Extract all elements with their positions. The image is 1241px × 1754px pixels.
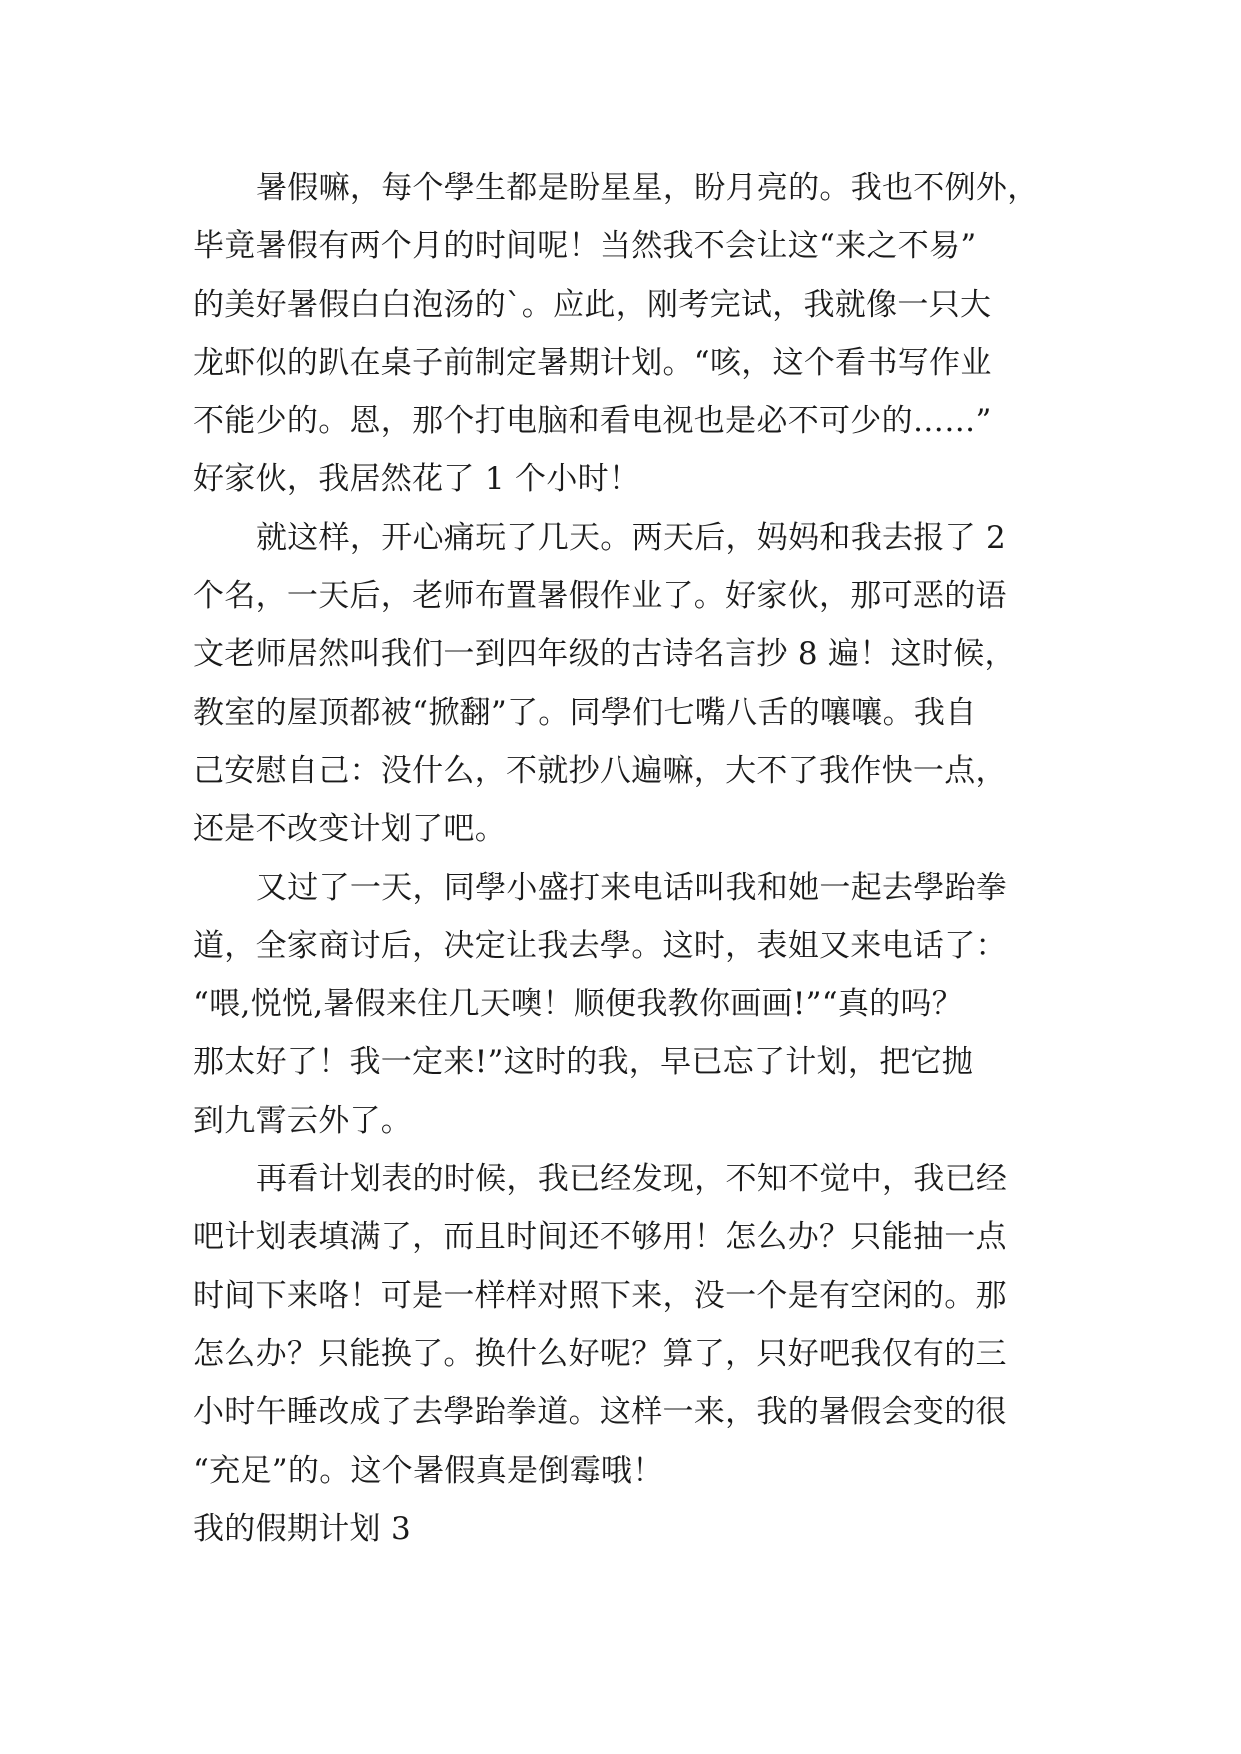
paragraph-1-line-6: 好家伙，我居然花了 1 个小时！ [193, 461, 641, 498]
paragraph-1-line-3: 的美好暑假白白泡汤的`。应此，刚考完试，我就像一只大 [193, 286, 992, 323]
paragraph-3-line-4: 那太好了！我一定来!”这时的我，早已忘了计划，把它抛 [193, 1044, 974, 1081]
section-heading: 我的假期计划 3 [193, 1510, 411, 1547]
paragraph-2-line-5: 己安慰自己：没什么，不就抄八遍嘛，大不了我作快一点， [193, 752, 1007, 789]
paragraph-2-line-1: 就这样，开心痛玩了几天。两天后，妈妈和我去报了 2 [256, 519, 1007, 556]
document-body [193, 159, 1053, 1558]
paragraph-2-line-6: 还是不改变计划了吧。 [193, 811, 506, 848]
paragraph-1-line-4: 龙虾似的趴在桌子前制定暑期计划。“咳，这个看书写作业 [193, 344, 992, 381]
paragraph-4-line-2: 吧计划表填满了，而且时间还不够用！怎么办？只能抽一点 [193, 1219, 1007, 1256]
paragraph-2-line-2: 个名，一天后，老师布置暑假作业了。好家伙，那可恶的语 [193, 578, 1007, 615]
paragraph-4-line-4: 怎么办？只能换了。换什么好呢？算了，只好吧我仅有的三 [193, 1335, 1007, 1372]
paragraph-3-line-2: 道，全家商讨后，决定让我去學。这时，表姐又来电话了： [193, 927, 1007, 964]
paragraph-3-line-3: “喂,悦悦,暑假来住几天噢！顺便我教你画画!”“真的吗？ [193, 986, 964, 1023]
paragraph-2-line-3: 文老师居然叫我们一到四年级的古诗名言抄 8 遍！这时候， [193, 636, 1016, 673]
paragraph-4-line-1: 再看计划表的时候，我已经发现，不知不觉中，我已经 [256, 1161, 1008, 1198]
paragraph-1-line-5: 不能少的。恩，那个打电脑和看电视也是必不可少的……” [193, 403, 992, 440]
paragraph-1-line-2: 毕竟暑假有两个月的时间呢！当然我不会让这“来之不易” [193, 228, 977, 265]
paragraph-1-line-1: 暑假嘛，每个學生都是盼星星，盼月亮的。我也不例外， [256, 170, 1039, 206]
paragraph-4-line-6: “充足”的。这个暑假真是倒霉哦！ [193, 1452, 664, 1489]
paragraph-3-line-5: 到九霄云外了。 [193, 1102, 413, 1139]
paragraph-3-line-1: 又过了一天，同學小盛打来电话叫我和她一起去學跆拳 [256, 869, 1008, 906]
paragraph-4-line-3: 时间下来咯！可是一样样对照下来，没一个是有空闲的。那 [193, 1277, 1007, 1314]
paragraph-2-line-4: 教室的屋顶都被“掀翻”了。同學们七嘴八舌的嚷嚷。我自 [193, 694, 977, 731]
paragraph-4-line-5: 小时午睡改成了去學跆拳道。这样一来，我的暑假会变的很 [193, 1394, 1007, 1431]
